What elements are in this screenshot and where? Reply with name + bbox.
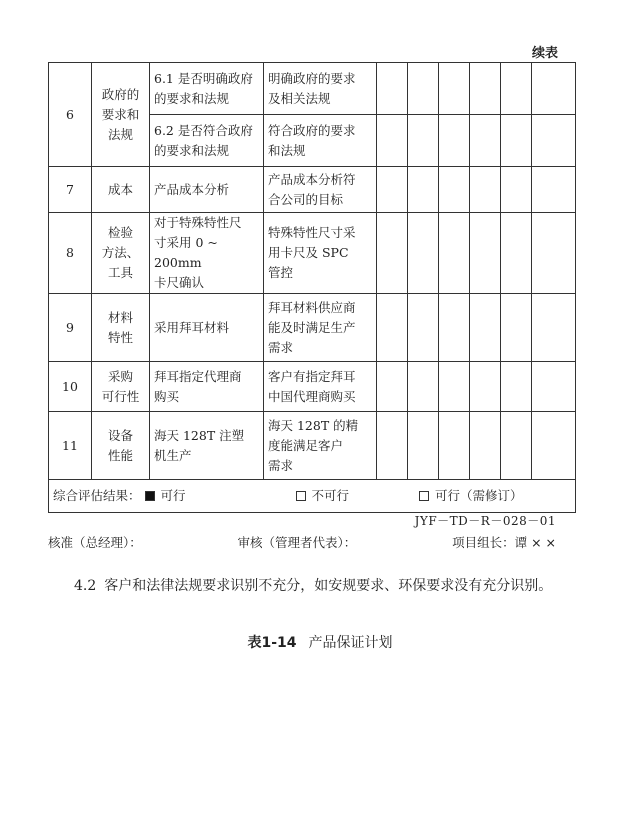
- leader-label: 项目组长：谭 × ×: [452, 535, 556, 550]
- empty-cell: [532, 63, 576, 115]
- result-cell: 海天 128T 的精 度能满足客户 需求: [264, 412, 377, 480]
- empty-cell: [501, 213, 532, 294]
- paragraph-number: 4.2: [74, 578, 97, 594]
- paragraph-text: 客户和法律法规要求识别不充分，如安规要求、环保要求没有充分识别。: [104, 578, 553, 594]
- option-feasible-revise-label: 可行（需修订）: [435, 488, 523, 503]
- empty-cell: [501, 115, 532, 167]
- table-row: [49, 213, 576, 294]
- result-cell: 特殊特性尺寸采 用卡尺及 SPC 管控: [264, 213, 377, 294]
- item-name: 成本: [92, 167, 150, 213]
- empty-cell: [501, 63, 532, 115]
- result-cell: 明确政府的要求 及相关法规: [264, 63, 377, 115]
- empty-cell: [532, 115, 576, 167]
- empty-cell: [439, 412, 470, 480]
- empty-cell: [439, 213, 470, 294]
- requirement-cell: 拜耳指定代理商 购买: [150, 362, 264, 412]
- empty-cell: [439, 362, 470, 412]
- empty-cell: [470, 63, 501, 115]
- empty-cell: [377, 213, 408, 294]
- row-number: 8: [49, 213, 92, 294]
- empty-cell: [532, 294, 576, 362]
- result-cell: 符合政府的要求 和法规: [264, 115, 377, 167]
- requirement-cell: 采用拜耳材料: [150, 294, 264, 362]
- empty-cell: [408, 412, 439, 480]
- empty-cell: [377, 412, 408, 480]
- table-number: 表1-14: [247, 635, 297, 651]
- empty-cell: [439, 115, 470, 167]
- empty-cell: [377, 294, 408, 362]
- item-name: 政府的 要求和 法规: [92, 63, 150, 167]
- item-name: 采购 可行性: [92, 362, 150, 412]
- option-feasible-label: 可行: [160, 488, 186, 503]
- table-title: 产品保证计划: [308, 635, 393, 651]
- requirement-cell: 6.1 是否明确政府的要求和法规: [150, 63, 264, 115]
- empty-cell: [439, 167, 470, 213]
- option-feasible-revise: [419, 486, 523, 506]
- result-cell: 产品成本分析符 合公司的目标: [264, 167, 377, 213]
- empty-cell: [470, 213, 501, 294]
- row-number: 6: [49, 63, 92, 167]
- row-number: 10: [49, 362, 92, 412]
- continued-label: 续表: [531, 46, 558, 61]
- empty-cell: [377, 63, 408, 115]
- empty-cell: [377, 167, 408, 213]
- approve-label: 核准（总经理）：: [48, 535, 142, 550]
- empty-cell: [408, 167, 439, 213]
- option-infeasible-label: 不可行: [311, 488, 350, 503]
- checked-box-icon: [145, 491, 155, 501]
- paragraph: [48, 574, 588, 598]
- result-cell: 客户有指定拜耳 中国代理商购买: [264, 362, 377, 412]
- empty-cell: [377, 115, 408, 167]
- empty-cell: [439, 63, 470, 115]
- empty-cell: [501, 294, 532, 362]
- empty-cell: [408, 213, 439, 294]
- table-caption: [0, 632, 640, 652]
- option-infeasible: [296, 486, 350, 506]
- empty-cell: [532, 213, 576, 294]
- empty-cell: [408, 115, 439, 167]
- row-number: 9: [49, 294, 92, 362]
- table-row: [49, 294, 576, 362]
- empty-cell: [532, 412, 576, 480]
- empty-cell: [470, 294, 501, 362]
- table-row: [49, 167, 576, 213]
- requirement-cell: 6.2 是否符合政府的要求和法规: [150, 115, 264, 167]
- empty-cell: [532, 167, 576, 213]
- empty-cell: [470, 362, 501, 412]
- empty-cell: [470, 412, 501, 480]
- table-row: [49, 412, 576, 480]
- review-label: 审核（管理者代表）：: [237, 535, 357, 550]
- table-row: [49, 63, 576, 115]
- item-name: 材料 特性: [92, 294, 150, 362]
- requirement-cell: 海天 128T 注塑 机生产: [150, 412, 264, 480]
- requirement-cell: 对于特殊特性尺 寸采用 0 ~ 200mm 卡尺确认: [150, 213, 264, 294]
- evaluation-table: [48, 62, 576, 513]
- empty-cell: [501, 412, 532, 480]
- empty-cell: [532, 362, 576, 412]
- empty-cell: [408, 362, 439, 412]
- table-row: [49, 362, 576, 412]
- item-name: 设备 性能: [92, 412, 150, 480]
- option-feasible: [145, 486, 186, 506]
- document-number: JYF－TD－R－028－01: [414, 514, 556, 528]
- empty-cell: [470, 115, 501, 167]
- empty-cell: [470, 167, 501, 213]
- row-number: 7: [49, 167, 92, 213]
- empty-cell: [501, 362, 532, 412]
- requirement-cell: 产品成本分析: [150, 167, 264, 213]
- unchecked-box-icon: [419, 491, 429, 501]
- unchecked-box-icon: [296, 491, 306, 501]
- summary-row: [49, 480, 576, 513]
- empty-cell: [377, 362, 408, 412]
- signature-row: [48, 533, 556, 551]
- result-cell: 拜耳材料供应商 能及时满足生产 需求: [264, 294, 377, 362]
- item-name: 检验 方法、 工具: [92, 213, 150, 294]
- empty-cell: [501, 167, 532, 213]
- row-number: 11: [49, 412, 92, 480]
- empty-cell: [408, 63, 439, 115]
- empty-cell: [408, 294, 439, 362]
- empty-cell: [439, 294, 470, 362]
- summary-label: 综合评估结果：: [53, 488, 141, 503]
